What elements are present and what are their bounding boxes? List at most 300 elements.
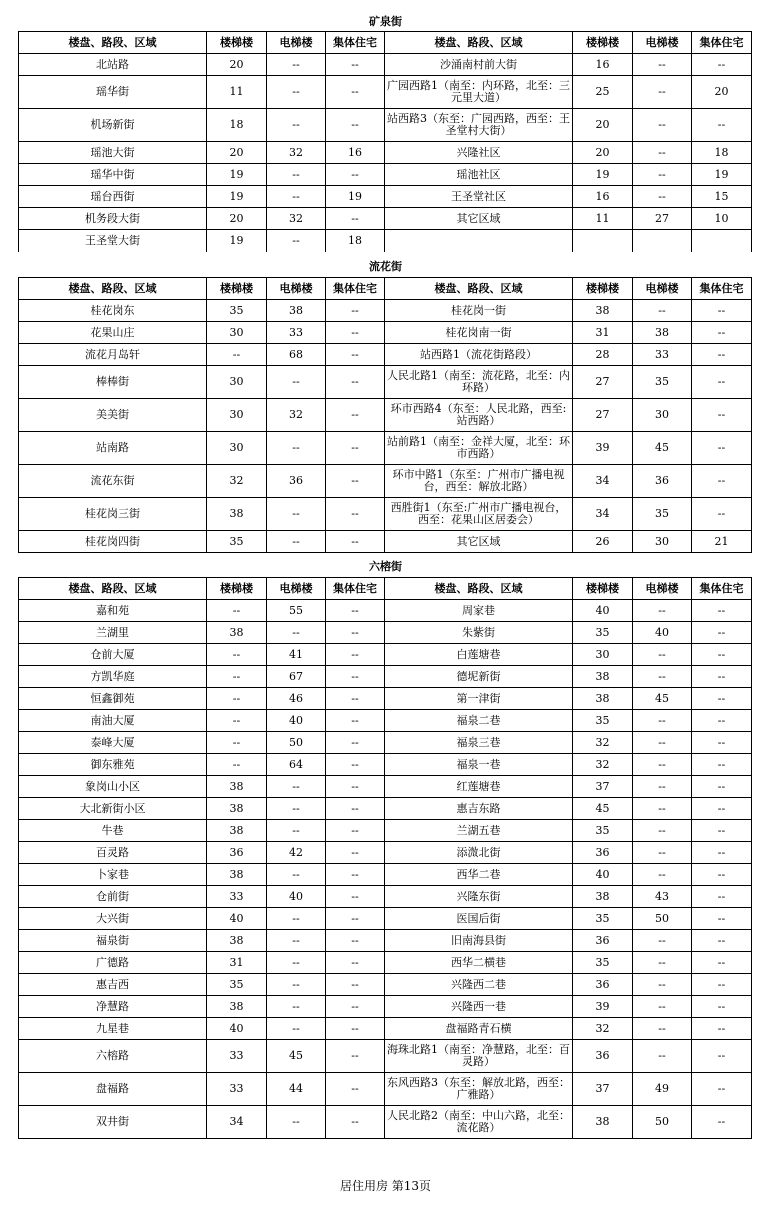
table-cell: 36 xyxy=(207,842,267,864)
table-cell: 38 xyxy=(207,996,267,1018)
table-cell: 20 xyxy=(207,54,267,76)
table-cell: 惠吉东路 xyxy=(385,798,573,820)
table-row xyxy=(19,776,752,798)
table-cell: 32 xyxy=(207,465,267,498)
column-header: 楼盘、路段、区域 xyxy=(385,32,573,54)
table-row xyxy=(19,820,752,842)
table-cell: -- xyxy=(692,798,752,820)
table-cell: 流花月岛轩 xyxy=(19,344,207,366)
table-cell: -- xyxy=(633,1018,692,1040)
table-cell: -- xyxy=(692,732,752,754)
table-cell: -- xyxy=(692,1018,752,1040)
table-cell: 30 xyxy=(207,366,267,399)
table-cell: 19 xyxy=(207,186,267,208)
table-cell: 第一津街 xyxy=(385,688,573,710)
table-cell: 西华二巷 xyxy=(385,864,573,886)
table-cell: 40 xyxy=(573,864,633,886)
table-cell: -- xyxy=(633,798,692,820)
table-cell: -- xyxy=(692,54,752,76)
table-cell: 19 xyxy=(692,164,752,186)
table-cell: -- xyxy=(267,164,326,186)
table-cell: -- xyxy=(692,1040,752,1073)
table-cell: 桂花岗四街 xyxy=(19,531,207,553)
table-cell: -- xyxy=(267,1018,326,1040)
table-cell: 白莲塘巷 xyxy=(385,644,573,666)
column-header: 楼盘、路段、区域 xyxy=(19,32,207,54)
table-cell: -- xyxy=(267,498,326,531)
table-row xyxy=(19,732,752,754)
table-cell: 35 xyxy=(207,300,267,322)
column-header: 电梯楼 xyxy=(267,278,326,300)
table-cell: -- xyxy=(692,908,752,930)
table-row xyxy=(19,366,752,399)
table-cell: -- xyxy=(633,600,692,622)
table-cell: -- xyxy=(326,1040,385,1073)
table-cell: 34 xyxy=(573,465,633,498)
column-header: 电梯楼 xyxy=(267,578,326,600)
table-cell: -- xyxy=(633,186,692,208)
table-cell: -- xyxy=(326,688,385,710)
table-cell: -- xyxy=(692,974,752,996)
column-header: 楼盘、路段、区域 xyxy=(385,578,573,600)
table-cell: -- xyxy=(267,109,326,142)
table-cell: 兰湖五巷 xyxy=(385,820,573,842)
table-cell: 50 xyxy=(633,1106,692,1139)
table-cell: 沙涌南村前大街 xyxy=(385,54,573,76)
table-cell: 30 xyxy=(633,531,692,553)
table-cell: 双井街 xyxy=(19,1106,207,1139)
table-cell: -- xyxy=(267,864,326,886)
table-cell: -- xyxy=(692,1073,752,1106)
table-cell: 35 xyxy=(573,622,633,644)
table-cell: -- xyxy=(267,1106,326,1139)
table-cell: 御东雅苑 xyxy=(19,754,207,776)
table-row xyxy=(19,1073,752,1106)
table-cell: 人民北路2（南至：中山六路，北至：流花路） xyxy=(385,1106,573,1139)
table-row xyxy=(19,164,752,186)
table-cell: -- xyxy=(267,230,326,252)
table-cell: 红莲塘巷 xyxy=(385,776,573,798)
table-row xyxy=(19,666,752,688)
table-cell: 64 xyxy=(267,754,326,776)
table-cell: -- xyxy=(692,498,752,531)
table-cell: 36 xyxy=(633,465,692,498)
table-cell: 卜家巷 xyxy=(19,864,207,886)
table-cell: -- xyxy=(326,531,385,553)
table-cell: 百灵路 xyxy=(19,842,207,864)
table-cell: 35 xyxy=(573,710,633,732)
table-cell: 19 xyxy=(573,164,633,186)
table-cell: -- xyxy=(267,952,326,974)
table-row xyxy=(19,54,752,76)
table-cell: -- xyxy=(692,930,752,952)
section-title-liuhua: 流花街 xyxy=(369,260,402,273)
table-cell: -- xyxy=(692,465,752,498)
table-cell: -- xyxy=(207,688,267,710)
table-cell: -- xyxy=(326,76,385,109)
table-cell: 40 xyxy=(207,908,267,930)
table-cell: 40 xyxy=(267,886,326,908)
table-cell: -- xyxy=(267,798,326,820)
table-cell: -- xyxy=(326,344,385,366)
table-cell: -- xyxy=(633,644,692,666)
table-cell: 40 xyxy=(267,710,326,732)
table-cell xyxy=(692,230,752,252)
table-cell: -- xyxy=(692,666,752,688)
table-cell: 福泉街 xyxy=(19,930,207,952)
table-cell: 40 xyxy=(207,1018,267,1040)
table-row xyxy=(19,864,752,886)
table-cell: 38 xyxy=(207,776,267,798)
table-cell: -- xyxy=(326,952,385,974)
table-cell: 50 xyxy=(267,732,326,754)
table-cell: 人民北路1（南至：流花路，北至：内环路） xyxy=(385,366,573,399)
table-row xyxy=(19,754,752,776)
table-cell: -- xyxy=(692,622,752,644)
table-cell: 西华二横巷 xyxy=(385,952,573,974)
table-cell: 11 xyxy=(207,76,267,109)
table-cell: -- xyxy=(207,644,267,666)
table-cell: 33 xyxy=(207,1073,267,1106)
table-cell: -- xyxy=(633,666,692,688)
table-cell: 大兴街 xyxy=(19,908,207,930)
table-cell: -- xyxy=(267,930,326,952)
table-cell: 站西路1（流花街路段） xyxy=(385,344,573,366)
table-cell: -- xyxy=(326,1106,385,1139)
table-row xyxy=(19,600,752,622)
table-cell: -- xyxy=(633,710,692,732)
table-cell: 45 xyxy=(267,1040,326,1073)
table-cell: -- xyxy=(633,820,692,842)
table-cell: -- xyxy=(267,54,326,76)
table-cell: 18 xyxy=(207,109,267,142)
table-row xyxy=(19,688,752,710)
table-cell: 19 xyxy=(326,186,385,208)
table-cell: -- xyxy=(326,54,385,76)
table-cell: 38 xyxy=(633,322,692,344)
table-cell: 兴隆社区 xyxy=(385,142,573,164)
table-cell: 兰湖里 xyxy=(19,622,207,644)
table-cell: -- xyxy=(326,798,385,820)
table-cell: 38 xyxy=(207,930,267,952)
table-cell: -- xyxy=(326,886,385,908)
table-cell: -- xyxy=(207,754,267,776)
table-cell: 19 xyxy=(207,164,267,186)
table-cell: 王圣堂大街 xyxy=(19,230,207,252)
table-cell: 六榕路 xyxy=(19,1040,207,1073)
table-cell: 21 xyxy=(692,531,752,553)
table-cell: 16 xyxy=(573,186,633,208)
table-row xyxy=(19,952,752,974)
column-header: 楼梯楼 xyxy=(573,278,633,300)
page-footer: 居住用房 第13页 xyxy=(339,1179,432,1193)
table-cell: 旧南海县街 xyxy=(385,930,573,952)
table-cell: 桂花岗南一街 xyxy=(385,322,573,344)
column-header: 楼梯楼 xyxy=(207,278,267,300)
table-cell: 瑶台西街 xyxy=(19,186,207,208)
table-cell: 20 xyxy=(573,142,633,164)
table-cell: 32 xyxy=(573,754,633,776)
table-cell: 34 xyxy=(207,1106,267,1139)
table-cell: 38 xyxy=(573,688,633,710)
table-cell: 象岗山小区 xyxy=(19,776,207,798)
table-liuhua xyxy=(18,277,752,553)
table-cell: 南油大厦 xyxy=(19,710,207,732)
table-cell: -- xyxy=(692,1106,752,1139)
table-row xyxy=(19,798,752,820)
table-cell: -- xyxy=(692,366,752,399)
table-cell: -- xyxy=(326,399,385,432)
table-cell: 40 xyxy=(633,622,692,644)
table-cell: 35 xyxy=(207,531,267,553)
table-cell: 36 xyxy=(573,1040,633,1073)
table-cell: 36 xyxy=(573,974,633,996)
table-cell: 盘福路 xyxy=(19,1073,207,1106)
table-cell: 67 xyxy=(267,666,326,688)
table-cell: -- xyxy=(692,600,752,622)
table-cell: 35 xyxy=(633,366,692,399)
table-cell: 36 xyxy=(573,930,633,952)
table-cell: -- xyxy=(207,666,267,688)
table-row xyxy=(19,230,752,252)
table-cell: 35 xyxy=(633,498,692,531)
table-cell: 32 xyxy=(267,208,326,230)
table-row xyxy=(19,432,752,465)
column-header: 楼盘、路段、区域 xyxy=(19,578,207,600)
table-cell: 兴隆东街 xyxy=(385,886,573,908)
table-cell: 38 xyxy=(573,300,633,322)
column-header: 集体住宅 xyxy=(326,278,385,300)
column-header: 集体住宅 xyxy=(326,578,385,600)
table-cell: -- xyxy=(633,974,692,996)
table-cell: 兴隆西一巷 xyxy=(385,996,573,1018)
table-row xyxy=(19,710,752,732)
table-cell: 机务段大街 xyxy=(19,208,207,230)
table-cell: 38 xyxy=(573,666,633,688)
table-cell: -- xyxy=(692,300,752,322)
table-cell: -- xyxy=(267,974,326,996)
table-cell: -- xyxy=(633,996,692,1018)
table-cell: -- xyxy=(633,164,692,186)
table-cell: 50 xyxy=(633,908,692,930)
table-cell: 38 xyxy=(573,1106,633,1139)
table-cell: -- xyxy=(633,754,692,776)
table-cell: 方凯华庭 xyxy=(19,666,207,688)
table-cell xyxy=(573,230,633,252)
table-cell: 32 xyxy=(267,399,326,432)
table-cell: -- xyxy=(633,842,692,864)
table-cell: 福泉二巷 xyxy=(385,710,573,732)
table-cell: 44 xyxy=(267,1073,326,1106)
table-cell: 朱紫街 xyxy=(385,622,573,644)
table-cell: 32 xyxy=(267,142,326,164)
table-row xyxy=(19,109,752,142)
table-cell: -- xyxy=(633,930,692,952)
table-cell: 机场新街 xyxy=(19,109,207,142)
table-cell: -- xyxy=(267,186,326,208)
table-row xyxy=(19,1040,752,1073)
table-cell: -- xyxy=(326,820,385,842)
table-cell: -- xyxy=(692,776,752,798)
table-cell: -- xyxy=(692,322,752,344)
table-cell: -- xyxy=(633,1040,692,1073)
table-cell: 瑶池社区 xyxy=(385,164,573,186)
table-cell: 38 xyxy=(207,622,267,644)
column-header: 电梯楼 xyxy=(633,578,692,600)
column-header: 集体住宅 xyxy=(692,278,752,300)
table-cell: -- xyxy=(692,109,752,142)
table-cell: 38 xyxy=(207,820,267,842)
table-cell: 瑶池大街 xyxy=(19,142,207,164)
table-cell: -- xyxy=(326,644,385,666)
table-cell: 20 xyxy=(207,208,267,230)
table-cell: 瑶华中街 xyxy=(19,164,207,186)
table-row xyxy=(19,974,752,996)
table-cell: -- xyxy=(633,142,692,164)
table-cell: 盘福路青石横 xyxy=(385,1018,573,1040)
table-cell: 34 xyxy=(573,498,633,531)
column-header: 楼梯楼 xyxy=(573,32,633,54)
table-cell: 46 xyxy=(267,688,326,710)
table-cell: 33 xyxy=(207,886,267,908)
table-cell xyxy=(385,230,573,252)
table-cell: 40 xyxy=(573,600,633,622)
table-cell: -- xyxy=(692,886,752,908)
table-cell: 站前路1（南至：金祥大厦，北至：环市西路） xyxy=(385,432,573,465)
table-cell: 28 xyxy=(573,344,633,366)
table-cell: 添溦北街 xyxy=(385,842,573,864)
table-cell: 37 xyxy=(573,1073,633,1106)
column-header: 楼盘、路段、区域 xyxy=(19,278,207,300)
table-cell: -- xyxy=(326,498,385,531)
table-cell: -- xyxy=(692,644,752,666)
table-cell: 18 xyxy=(326,230,385,252)
table-cell: -- xyxy=(633,732,692,754)
table-cell: -- xyxy=(326,300,385,322)
table-cell: 广园西路1（南至：内环路，北至：三元里大道） xyxy=(385,76,573,109)
table-cell: -- xyxy=(207,710,267,732)
table-cell: 36 xyxy=(267,465,326,498)
table-cell: 牛巷 xyxy=(19,820,207,842)
table-cell: 恒鑫御苑 xyxy=(19,688,207,710)
table-cell: 桂花岗东 xyxy=(19,300,207,322)
table-cell: 68 xyxy=(267,344,326,366)
column-header: 集体住宅 xyxy=(692,32,752,54)
table-cell: 净慧路 xyxy=(19,996,207,1018)
table-cell: -- xyxy=(633,109,692,142)
table-cell: 45 xyxy=(573,798,633,820)
table-cell: 其它区域 xyxy=(385,531,573,553)
table-cell: 36 xyxy=(573,842,633,864)
table-cell: -- xyxy=(633,776,692,798)
table-cell: 20 xyxy=(692,76,752,109)
table-cell: -- xyxy=(326,1073,385,1106)
table-cell: 39 xyxy=(573,996,633,1018)
table-cell: -- xyxy=(326,842,385,864)
table-cell: -- xyxy=(267,820,326,842)
table-row xyxy=(19,842,752,864)
table-row xyxy=(19,498,752,531)
table-row xyxy=(19,531,752,553)
table-cell: 27 xyxy=(573,399,633,432)
table-row xyxy=(19,322,752,344)
table-cell: 20 xyxy=(573,109,633,142)
table-cell: 35 xyxy=(573,820,633,842)
table-row xyxy=(19,465,752,498)
table-cell: -- xyxy=(267,622,326,644)
table-cell: 35 xyxy=(573,952,633,974)
table-cell: 38 xyxy=(573,886,633,908)
table-cell: -- xyxy=(267,531,326,553)
table-cell: -- xyxy=(633,54,692,76)
table-cell: 25 xyxy=(573,76,633,109)
table-cell: 嘉和苑 xyxy=(19,600,207,622)
table-cell: -- xyxy=(326,1018,385,1040)
table-cell: 福泉三巷 xyxy=(385,732,573,754)
table-cell: 45 xyxy=(633,688,692,710)
table-row xyxy=(19,996,752,1018)
table-cell: 16 xyxy=(573,54,633,76)
table-cell: -- xyxy=(692,996,752,1018)
table-cell: 32 xyxy=(573,1018,633,1040)
table-cell: 花果山庄 xyxy=(19,322,207,344)
table-cell: 美美街 xyxy=(19,399,207,432)
table-cell: 49 xyxy=(633,1073,692,1106)
table-row xyxy=(19,344,752,366)
table-cell: 北站路 xyxy=(19,54,207,76)
table-cell: -- xyxy=(692,344,752,366)
table-cell: 15 xyxy=(692,186,752,208)
table-cell: 35 xyxy=(573,908,633,930)
table-cell: -- xyxy=(267,76,326,109)
table-row xyxy=(19,300,752,322)
table-cell: -- xyxy=(692,710,752,732)
table-cell: -- xyxy=(267,366,326,399)
table-cell: -- xyxy=(326,366,385,399)
table-cell: 桂花岗三街 xyxy=(19,498,207,531)
table-cell: 环市西路4（东至：人民北路，西至:站西路） xyxy=(385,399,573,432)
table-cell: -- xyxy=(326,974,385,996)
table-cell: 站西路3（东至：广园西路，西至：王圣堂村大街） xyxy=(385,109,573,142)
table-cell: 其它区域 xyxy=(385,208,573,230)
table-cell: 九星巷 xyxy=(19,1018,207,1040)
table-cell: -- xyxy=(326,322,385,344)
table-cell: 30 xyxy=(633,399,692,432)
table-cell: 医国后街 xyxy=(385,908,573,930)
table-cell: 兴隆西二巷 xyxy=(385,974,573,996)
column-header: 楼梯楼 xyxy=(573,578,633,600)
table-cell: 瑶华街 xyxy=(19,76,207,109)
column-header: 集体住宅 xyxy=(326,32,385,54)
table-cell: 30 xyxy=(573,644,633,666)
table-cell: -- xyxy=(633,76,692,109)
section-title-kuangquan: 矿泉街 xyxy=(369,15,402,28)
table-cell: 18 xyxy=(692,142,752,164)
table-cell: -- xyxy=(326,710,385,732)
table-cell: 11 xyxy=(573,208,633,230)
table-cell: -- xyxy=(326,622,385,644)
column-header: 电梯楼 xyxy=(633,32,692,54)
table-cell: -- xyxy=(633,952,692,974)
table-cell: -- xyxy=(692,952,752,974)
table-cell: 38 xyxy=(207,798,267,820)
column-header: 电梯楼 xyxy=(267,32,326,54)
table-row xyxy=(19,644,752,666)
table-cell: 38 xyxy=(207,498,267,531)
table-cell: -- xyxy=(326,864,385,886)
table-cell: 37 xyxy=(573,776,633,798)
section-title-liurong: 六榕街 xyxy=(369,560,402,573)
